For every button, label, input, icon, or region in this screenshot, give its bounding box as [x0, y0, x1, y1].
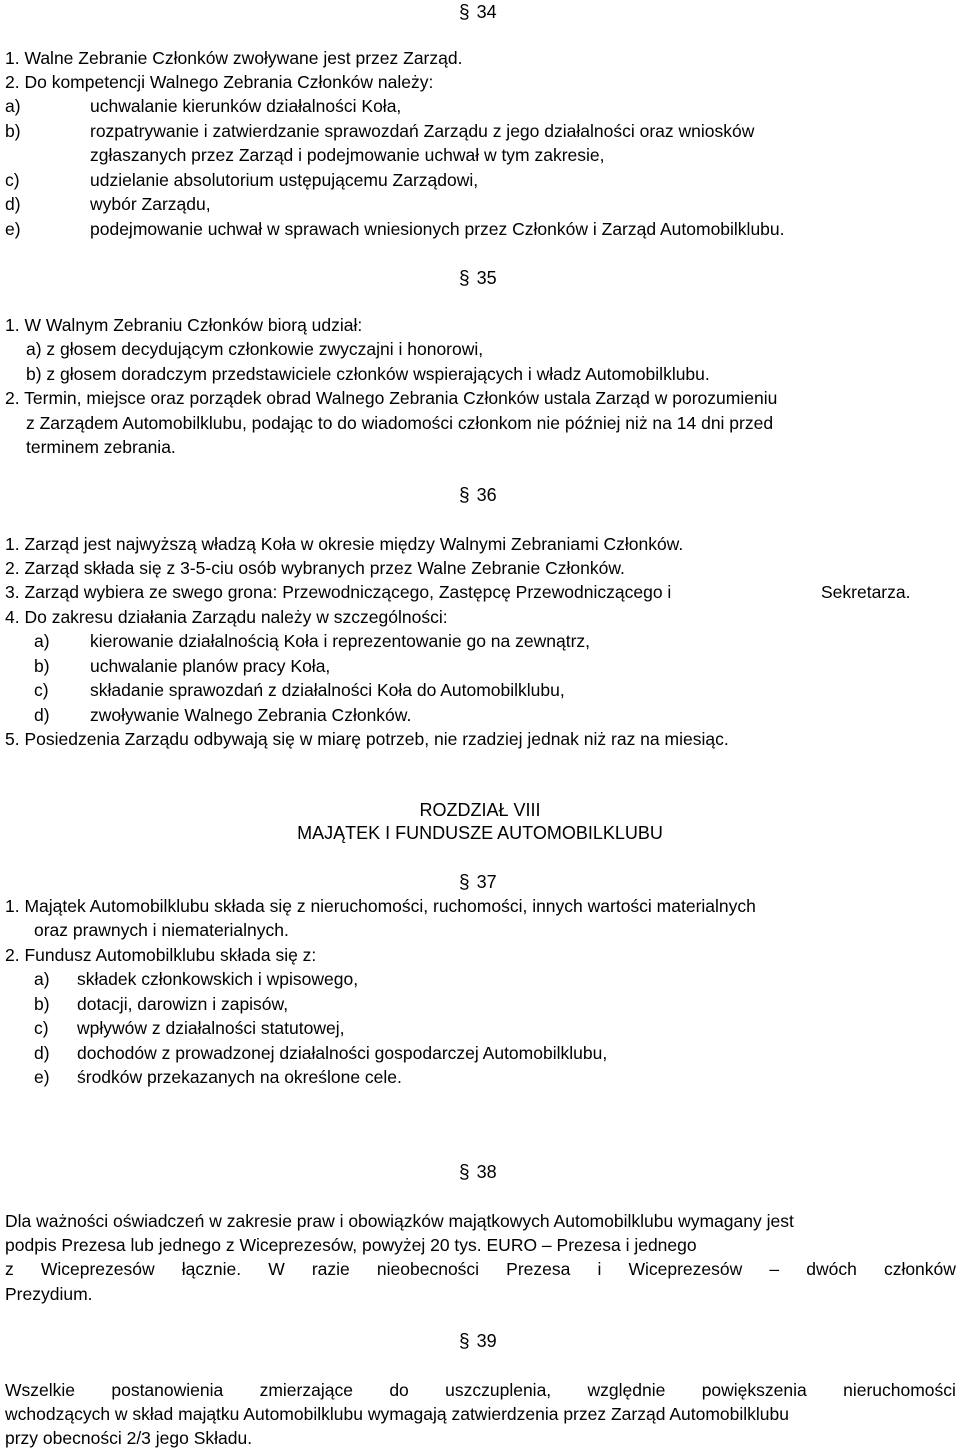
list-marker: a) [34, 969, 50, 989]
chapter-heading: ROZDZIAŁ VIII [419, 800, 541, 820]
word: powiększenia [701, 1380, 807, 1400]
paragraph-line: 2. Termin, miejsce oraz porządek obrad Walnego Zebrania Członków ustala Zarząd w porozumieniu [5, 388, 778, 408]
section-symbol: § [459, 1331, 470, 1352]
word: i [597, 1259, 602, 1279]
paragraph-line: 2. Zarząd składa się z 3-5-ciu osób wybranych przez Walne Zebranie Członków. [5, 558, 625, 578]
paragraph-line: z Zarządem Automobilklubu, podając to do wiadomości członkom nie później niż na 14 dni przed [26, 413, 774, 433]
paragraph-line: 2. Fundusz Automobilklubu składa się z: [5, 945, 317, 965]
section-number: 38 [476, 1162, 497, 1182]
word: członków [883, 1259, 956, 1279]
justified-line [5, 1380, 956, 1400]
list-item: składanie sprawozdań z działalności Koła do Automobilklubu, [90, 680, 565, 700]
paragraph-line: Sekretarza. [821, 582, 911, 602]
list-item: dochodów z prowadzonej działalności gospodarczej Automobilklubu, [77, 1043, 608, 1063]
section-number: 35 [476, 268, 497, 288]
list-item: podejmowanie uchwał w sprawach wniesionych przez Członków i Zarząd Automobilklubu. [90, 219, 785, 239]
section-heading [459, 1, 497, 24]
paragraph-line: 1. W Walnym Zebraniu Członków biorą udział: [5, 315, 363, 335]
paragraph-line: 1. Zarząd jest najwyższą władzą Koła w okresie między Walnymi Zebraniami Członków. [5, 534, 684, 554]
paragraph-line: wchodzących w skład majątku Automobilklubu wymagają zatwierdzenia przez Zarząd Automobilklubu [5, 1404, 789, 1424]
chapter-title: MAJĄTEK I FUNDUSZE AUTOMOBILKLUBU [297, 823, 663, 843]
word: nieruchomości [843, 1380, 956, 1400]
list-marker: a) [5, 96, 21, 116]
section-number: 37 [476, 872, 497, 892]
word: z [5, 1259, 14, 1279]
list-item: zwoływanie Walnego Zebrania Członków. [90, 705, 412, 725]
list-marker: e) [5, 219, 21, 239]
word: uszczuplenia, [445, 1380, 552, 1400]
list-item: uchwalanie planów pracy Koła, [90, 656, 331, 676]
word: Prezesa [506, 1259, 571, 1279]
list-marker: b) [34, 656, 50, 676]
section-number: 36 [476, 485, 497, 505]
paragraph-line: 5. Posiedzenia Zarządu odbywają się w miarę potrzeb, nie rzadziej jednak niż raz na miesiąc. [5, 729, 729, 749]
list-item: wybór Zarządu, [90, 194, 211, 214]
section-number: 34 [476, 2, 497, 22]
list-item: wpływów z działalności statutowej, [77, 1018, 345, 1038]
list-marker: a) [34, 631, 50, 651]
paragraph-line: 2. Do kompetencji Walnego Zebrania Członków należy: [5, 72, 434, 92]
list-item: kierowanie działalnością Koła i reprezentowanie go na zewnątrz, [90, 631, 591, 651]
paragraph-line: Dla ważności oświadczeń w zakresie praw i obowiązków majątkowych Automobilklubu wymagany jest [5, 1211, 794, 1231]
paragraph-line: przy obecności 2/3 jego Składu. [5, 1428, 253, 1448]
list-marker: c) [5, 170, 20, 190]
word: Wiceprezesów [40, 1259, 155, 1279]
section-symbol: § [459, 485, 470, 506]
list-item: a) z głosem decydującym członkowie zwyczajni i honorowi, [26, 339, 484, 359]
paragraph-line: 1. Majątek Automobilklubu składa się z nieruchomości, ruchomości, innych wartości materialnych [5, 896, 756, 916]
section-heading [459, 1161, 497, 1184]
list-marker: c) [34, 1018, 49, 1038]
word: Wiceprezesów [628, 1259, 743, 1279]
paragraph-line: 1. Walne Zebranie Członków zwoływane jest przez Zarząd. [5, 48, 463, 68]
section-symbol: § [459, 1162, 470, 1183]
paragraph-line: 4. Do zakresu działania Zarządu należy w szczególności: [5, 607, 448, 627]
list-item: dotacji, darowizn i zapisów, [77, 994, 289, 1014]
word: nieobecności [376, 1259, 480, 1279]
list-marker: d) [34, 1043, 50, 1063]
list-item: środków przekazanych na określone cele. [77, 1067, 402, 1087]
word: do [389, 1380, 409, 1400]
word: względnie [587, 1380, 666, 1400]
list-item: składek członkowskich i wpisowego, [77, 969, 359, 989]
section-heading [459, 484, 497, 507]
word: łącznie. [181, 1259, 242, 1279]
list-marker: e) [34, 1067, 50, 1087]
word: – [769, 1259, 780, 1279]
list-item: uchwalanie kierunków działalności Koła, [90, 96, 402, 116]
section-symbol: § [459, 268, 470, 289]
word: zmierzające [259, 1380, 353, 1400]
word: Wszelkie [5, 1380, 76, 1400]
list-item-continuation: zgłaszanych przez Zarząd i podejmowanie uchwał w tym zakresie, [90, 145, 605, 165]
section-symbol: § [459, 872, 470, 893]
word: razie [311, 1259, 350, 1279]
list-item: rozpatrywanie i zatwierdzanie sprawozdań Zarządu z jego działalności oraz wniosków [90, 121, 755, 141]
word: dwóch [806, 1259, 857, 1279]
word: postanowienia [111, 1380, 224, 1400]
list-marker: b) [34, 994, 50, 1014]
list-marker: c) [34, 680, 49, 700]
section-heading [459, 1330, 497, 1353]
word: W [268, 1259, 285, 1279]
list-item: b) z głosem doradczym przedstawiciele członków wspierających i władz Automobilklubu. [26, 364, 710, 384]
section-symbol: § [459, 2, 470, 23]
list-item: udzielanie absolutorium ustępującemu Zarządowi, [90, 170, 479, 190]
justified-line [5, 1259, 956, 1279]
section-heading [459, 871, 497, 894]
section-heading [459, 267, 497, 290]
list-marker: b) [5, 121, 21, 141]
paragraph-line: Prezydium. [5, 1284, 93, 1304]
list-marker: d) [5, 194, 21, 214]
paragraph-line: podpis Prezesa lub jednego z Wiceprezesów, powyżej 20 tys. EURO – Prezesa i jednego [5, 1235, 697, 1255]
paragraph-line: terminem zebrania. [26, 437, 176, 457]
paragraph-line: oraz prawnych i niematerialnych. [34, 920, 289, 940]
section-number: 39 [476, 1331, 497, 1351]
paragraph-line: 3. Zarząd wybiera ze swego grona: Przewodniczącego, Zastępcę Przewodniczącego i [5, 582, 672, 602]
list-marker: d) [34, 705, 50, 725]
